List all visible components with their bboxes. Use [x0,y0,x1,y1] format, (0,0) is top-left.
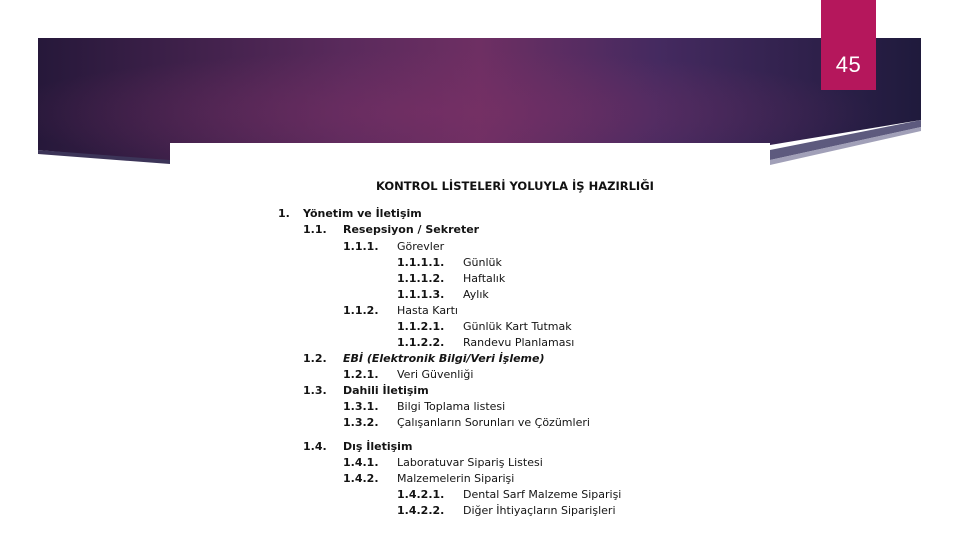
item-text: Hasta Kartı [397,304,458,317]
item-number: 1.1.2. [343,304,379,317]
page-number: 45 [835,52,862,77]
item-number: 1.1.2.1. [397,320,445,333]
item-text: Günlük [463,256,502,269]
item-number: 1.1.1. [343,240,379,253]
item-number: 1.4.2.2. [397,504,445,517]
item-text: Bilgi Toplama listesi [397,400,506,413]
item-number: 1.3.1. [343,400,379,413]
item-number: 1.3.2. [343,416,379,429]
item-text: Günlük Kart Tutmak [463,320,572,333]
item-text: EBİ (Elektronik Bilgi/Veri İşleme) [343,352,545,365]
item-number: 1. [278,207,290,220]
item-number: 1.1.2.2. [397,336,445,349]
item-text: Dental Sarf Malzeme Siparişi [463,488,622,501]
item-number: 1.1. [303,223,327,236]
item-number: 1.2. [303,352,327,365]
item-text: Yönetim ve İletişim [303,207,422,220]
item-text: Laboratuvar Sipariş Listesi [397,456,543,469]
item-text: Randevu Planlaması [463,336,575,349]
item-number: 1.2.1. [343,368,379,381]
item-number: 1.3. [303,384,327,397]
item-text: Resepsiyon / Sekreter [343,223,480,236]
item-text: Haftalık [463,272,506,285]
item-number: 1.1.1.3. [397,288,445,301]
item-number: 1.4.2.1. [397,488,445,501]
page-number-badge [821,0,876,90]
item-number: 1.1.1.2. [397,272,445,285]
item-text: Dahili İletişim [343,384,429,397]
item-number: 1.1.1.1. [397,256,445,269]
item-text: Aylık [463,288,489,301]
item-text: Malzemelerin Siparişi [397,472,515,485]
item-text: Veri Güvenliği [397,368,474,381]
item-text: Dış İletişim [343,440,413,453]
item-text: Görevler [397,240,445,253]
document-title: KONTROL LİSTELERİ YOLUYLA İŞ HAZIRLIĞI [376,179,654,193]
item-text: Çalışanların Sorunları ve Çözümleri [397,416,590,429]
item-text: Diğer İhtiyaçların Siparişleri [463,504,616,517]
item-number: 1.4.1. [343,456,379,469]
item-number: 1.4.2. [343,472,379,485]
item-number: 1.4. [303,440,327,453]
